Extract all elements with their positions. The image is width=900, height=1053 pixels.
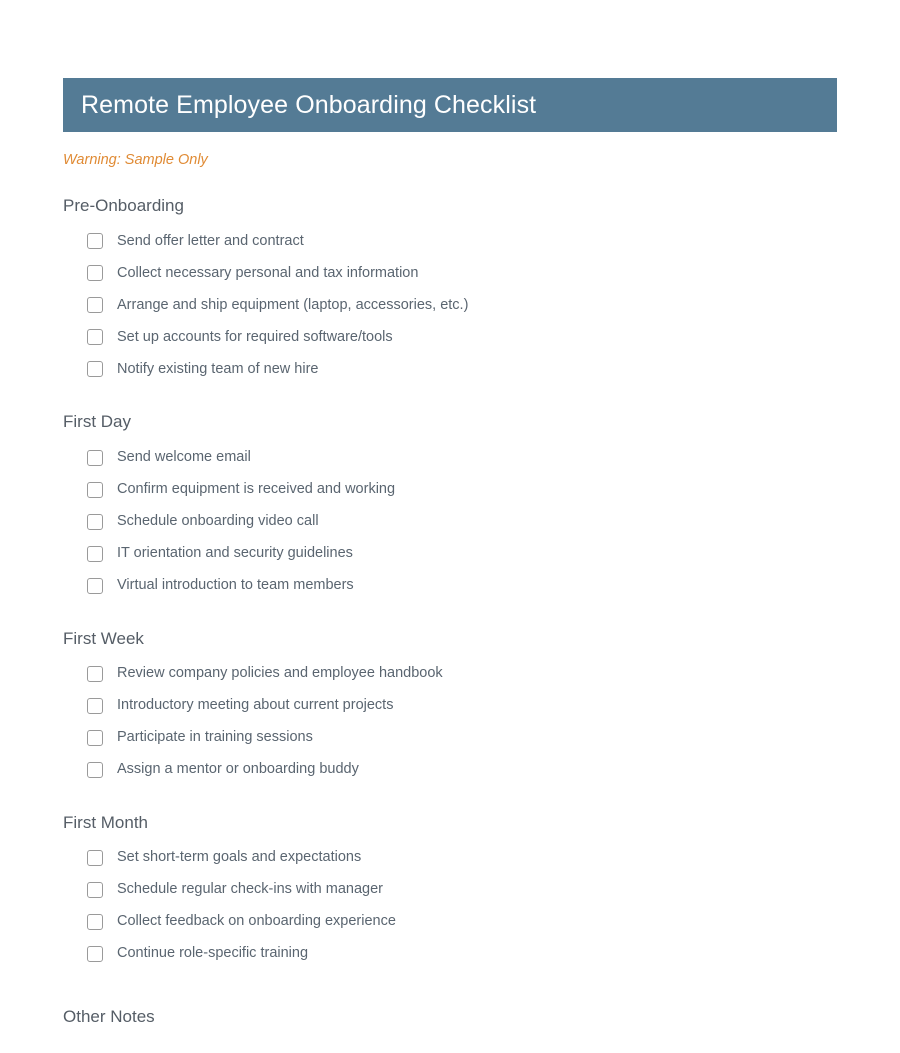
checkbox-icon[interactable] [87, 450, 103, 466]
checklist-item[interactable] [63, 722, 837, 754]
checklist-item-label: IT orientation and security guidelines [117, 545, 353, 562]
checkbox-icon[interactable] [87, 265, 103, 281]
checklist-item-label: Review company policies and employee handbook [117, 665, 443, 682]
checkbox-icon[interactable] [87, 666, 103, 682]
page-title: Remote Employee Onboarding Checklist [81, 90, 537, 119]
checklist-item-label: Collect feedback on onboarding experience [117, 913, 396, 930]
checkbox-icon[interactable] [87, 730, 103, 746]
checkbox-icon[interactable] [87, 914, 103, 930]
checkbox-icon[interactable] [87, 850, 103, 866]
checklist-item[interactable] [63, 754, 837, 786]
checklist-item-label: Notify existing team of new hire [117, 361, 319, 378]
section-heading: First Month [63, 812, 149, 832]
document-header [63, 78, 837, 132]
checklist-section [63, 195, 837, 385]
checklist-item-label: Schedule regular check-ins with manager [117, 881, 383, 898]
checkbox-icon[interactable] [87, 882, 103, 898]
checklist-items [63, 842, 837, 970]
checklist-item-label: Arrange and ship equipment (laptop, accessories, etc.) [117, 297, 469, 314]
section-heading: First Week [63, 628, 144, 648]
checklist-item-label: Set short-term goals and expectations [117, 849, 362, 866]
checklist-item[interactable] [63, 506, 837, 538]
checklist-item[interactable] [63, 938, 837, 970]
checklist-item-label: Continue role-specific training [117, 945, 309, 962]
checkbox-icon[interactable] [87, 546, 103, 562]
checklist-item[interactable] [63, 442, 837, 474]
checklist-item-label: Set up accounts for required software/tools [117, 329, 393, 346]
checklist-item[interactable] [63, 690, 837, 722]
checkbox-icon[interactable] [87, 578, 103, 594]
checklist-item-label: Virtual introduction to team members [117, 577, 354, 594]
checkbox-icon[interactable] [87, 361, 103, 377]
checkbox-icon[interactable] [87, 233, 103, 249]
checklist-item[interactable] [63, 353, 837, 385]
checklist-item-label: Send offer letter and contract [117, 233, 304, 250]
checklist-content [63, 78, 837, 1036]
checklist-item[interactable] [63, 538, 837, 570]
checkbox-icon[interactable] [87, 329, 103, 345]
sections-container [63, 195, 837, 969]
checklist-item-label: Introductory meeting about current projects [117, 697, 394, 714]
checklist-section [63, 628, 837, 786]
checklist-item[interactable] [63, 842, 837, 874]
checklist-items [63, 225, 837, 385]
checklist-item[interactable] [63, 321, 837, 353]
checklist-item-label: Send welcome email [117, 449, 251, 466]
checklist-item-label: Schedule onboarding video call [117, 513, 319, 530]
checkbox-icon[interactable] [87, 762, 103, 778]
checklist-item[interactable] [63, 906, 837, 938]
checklist-section [63, 411, 837, 601]
checklist-item-label: Participate in training sessions [117, 729, 313, 746]
checklist-item[interactable] [63, 874, 837, 906]
checklist-item[interactable] [63, 474, 837, 506]
checklist-item[interactable] [63, 225, 837, 257]
checklist-item-label: Assign a mentor or onboarding buddy [117, 761, 359, 778]
other-notes-heading: Other Notes [63, 1006, 155, 1026]
checklist-items [63, 658, 837, 786]
checkbox-icon[interactable] [87, 482, 103, 498]
checkbox-icon[interactable] [87, 514, 103, 530]
checklist-items [63, 442, 837, 602]
checklist-section [63, 812, 837, 970]
checklist-item[interactable] [63, 658, 837, 690]
checklist-item-label: Collect necessary personal and tax information [117, 265, 419, 282]
section-heading: First Day [63, 412, 131, 432]
section-heading: Pre-Onboarding [63, 196, 184, 216]
sample-warning-text: Warning: Sample Only [63, 152, 208, 168]
checkbox-icon[interactable] [87, 946, 103, 962]
checkbox-icon[interactable] [87, 698, 103, 714]
checklist-item[interactable] [63, 257, 837, 289]
checkbox-icon[interactable] [87, 297, 103, 313]
other-notes-section [63, 1006, 837, 1028]
checklist-item[interactable] [63, 289, 837, 321]
checklist-item[interactable] [63, 570, 837, 602]
checklist-item-label: Confirm equipment is received and working [117, 481, 396, 498]
